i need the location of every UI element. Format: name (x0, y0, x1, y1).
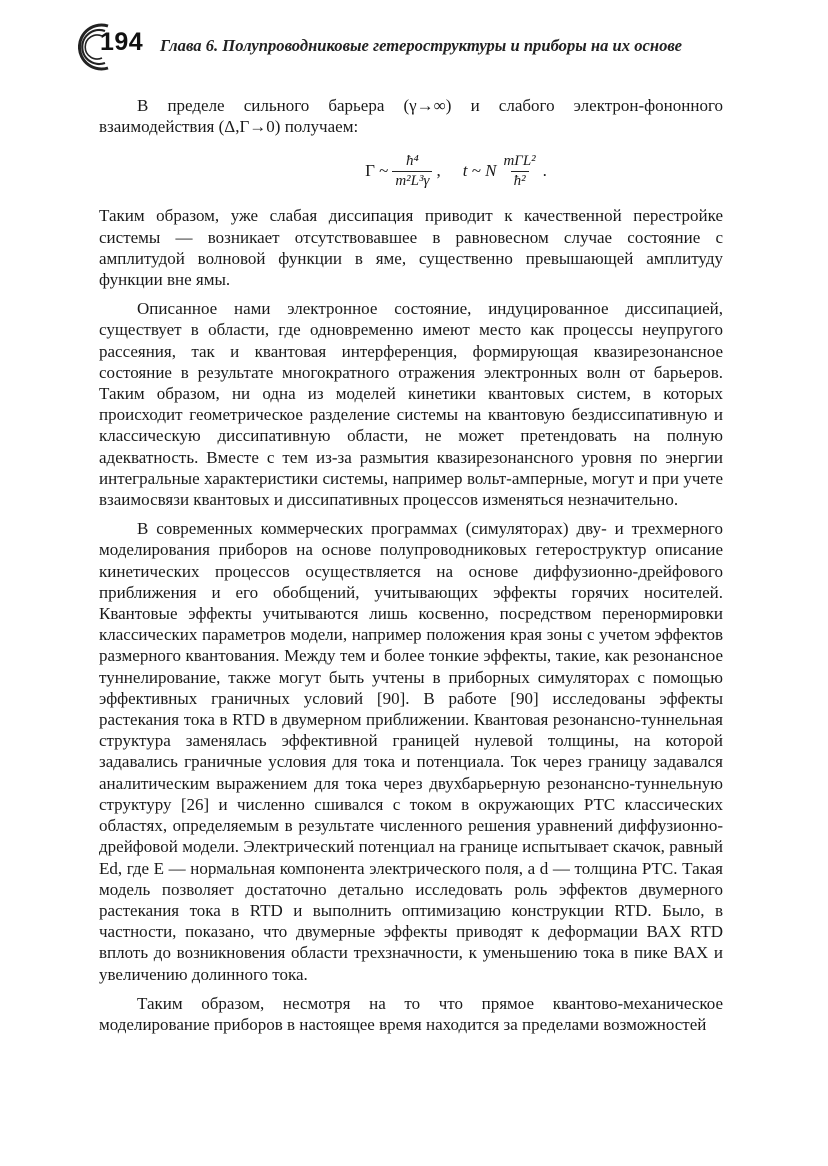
formula-end: . (542, 161, 547, 181)
fraction-denominator: m²L³γ (392, 171, 432, 190)
page-header (78, 22, 728, 72)
formula-lhs: Γ ~ (365, 161, 389, 181)
formula-separator: , (436, 161, 441, 181)
fraction-numerator: ħ⁴ (406, 152, 419, 169)
paragraph: Описанное нами электронное состояние, индуцированное диссипацией, существует в области, где одновременно имеют место как процессы неупругого рассеяния, так и квантовая интерференция, формирующая квазирезонансное состояние в результате многократного отражения электронных волн от барьеров. Таким образом, ни одна из моделей кинетики квантовых систем, в которых происходит геометрическое разделение системы на квантовую бездиссипативную и классическую диссипативную области, не может претендовать на полную адекватность. Вместе с тем из-за размытия квазирезонансного уровня по энергии интегральные характеристики системы, например вольт-амперные, могут и при учете взаимосвязи квантовых и диссипативных процессов изменяться незначительно. (99, 299, 723, 510)
formula-lhs: t ~ N (462, 161, 497, 181)
paragraph: Таким образом, несмотря на то что прямое квантово-механическое моделирование приборов в настоящее время находится за пределами возможностей (99, 993, 723, 1034)
fraction (392, 153, 432, 190)
paragraph: Таким образом, уже слабая диссипация приводит к качественной перестройке системы — возникает отсутствовавшее в равновесном случае состояние с амплитудой волновой функции в яме, существенно превышающей амплитуду функции вне ямы. (99, 206, 723, 290)
page-body (99, 95, 723, 1035)
paragraph: В пределе сильного барьера (γ→∞) и слабого электрон-фононного взаимодействия (Δ,Γ→0) получаем: (99, 96, 723, 137)
fraction-numerator: mΓL² (503, 152, 536, 169)
formula-gamma (365, 153, 441, 190)
formula (189, 141, 723, 201)
fraction-denominator: ħ² (511, 171, 529, 190)
fraction (500, 153, 538, 190)
page-number: 194 (100, 28, 144, 56)
running-head: Глава 6. Полупроводниковые гетероструктуры и приборы на их основе (160, 36, 682, 55)
formula-time (463, 153, 547, 190)
paragraph: В современных коммерческих программах (симуляторах) дву- и трехмерного моделирования приборов на основе полупроводниковых гетероструктур описание кинетических процессов осуществляется на основе диффузионно-дрейфового приближения и его обобщений, учитывающих эффекты горячих носителей. Квантовые эффекты учитываются лишь косвенно, посредством перенормировки классических параметров модели, например положения края зоны с учетом эффектов размерного квантования. Между тем и более тонкие эффекты, такие, как резонансное туннелирование, также могут быть учтены в приборных симуляторах с помощью эффективных граничных условий [90]. В работе [90] исследованы эффекты растекания тока в RTD в двумерном приближении. Квантовая резонансно-туннельная структура заменялась эффективной границей нулевой толщины, на которой задавались граничные условия для тока и потенциала. Ток через границу задавался аналитическим выражением для тока через двухбарьерную резонансно-туннельную структуру [26] и численно сшивался с током в окружающих РТС классических областях, определяемым в результате численного решения уравнений диффузионно-дрейфовой модели. Электрический потенциал на границе испытывает скачок, равный Ed, где E — нормальная компонента электрического поля, а d — толщина РТС. Такая модель позволяет достаточно детально исследовать роль эффектов двумерного растекания тока в RTD и выполнить оптимизацию конструкции RTD. Было, в частности, показано, что двумерные эффекты приводят к деформации ВАХ RTD вплоть до возникновения области трехзначности, к уменьшению тока в пике ВАХ и увеличению долинного тока. (99, 519, 723, 984)
